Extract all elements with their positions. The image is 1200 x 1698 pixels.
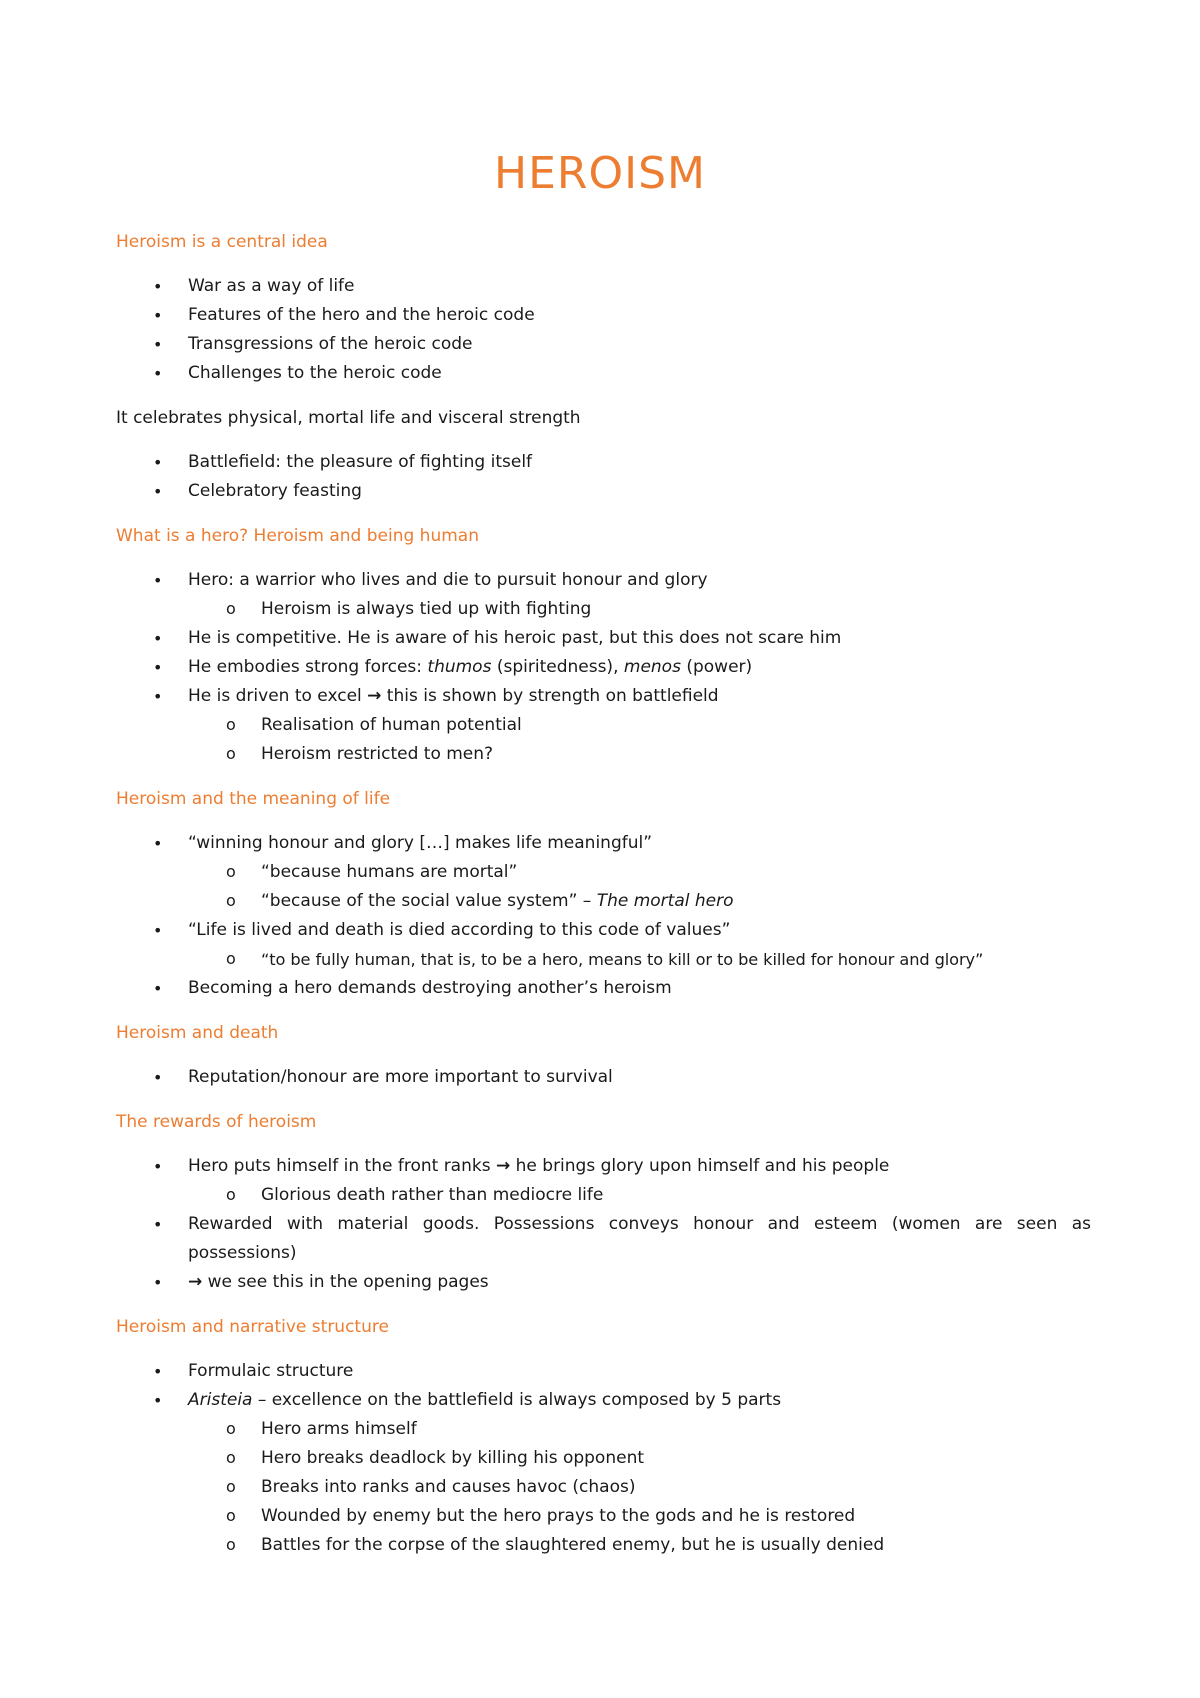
sub-list [188,1415,1091,1560]
section-heading-narrative-structure: Heroism and narrative structure [116,1317,389,1337]
sub-bullet-icon: o [226,1477,236,1496]
list-item: • “Life is lived and death is died according to this code of values” o “to be fully human, that is, to be a hero, means to kill or to be killed for honour and glory” [116,916,1091,974]
bullet-list [116,1152,1091,1297]
bullet-icon: • [153,571,163,590]
arrow-right-icon: → [188,1272,203,1292]
bullet-icon: • [153,1273,163,1292]
bullet-list [116,829,1091,1003]
bullet-icon: • [153,1068,163,1087]
bullet-icon: • [153,921,163,940]
document-title: HEROISM [494,148,706,199]
list-item: • He is driven to excel → this is shown by strength on battlefield o Realisation of human potential o Heroism restricted to men? [116,682,1091,769]
section-heading-rewards: The rewards of heroism [116,1112,317,1132]
bullet-icon: • [153,629,163,648]
sub-bullet-icon: o [226,1448,236,1467]
sub-bullet-icon: o [226,1506,236,1525]
sub-bullet-icon: o [226,862,236,881]
sub-bullet-icon: o [226,1419,236,1438]
list-item: • War as a way of life [116,272,1091,301]
sub-list [188,711,1091,769]
list-item: • Battlefield: the pleasure of fighting itself [116,448,1091,477]
list-item: • Celebratory feasting [116,477,1091,506]
sub-bullet-icon: o [226,949,236,968]
bullet-icon: • [153,1362,163,1381]
bullet-icon: • [153,277,163,296]
sub-list-item: o Wounded by enemy but the hero prays to the gods and he is restored [116,1502,1091,1531]
bullet-icon: • [153,834,163,853]
bullet-list [116,272,1091,388]
sub-list-item: o Realisation of human potential [116,711,1091,740]
sub-bullet-icon: o [226,1535,236,1554]
bullet-icon: • [153,306,163,325]
bullet-icon: • [153,687,163,706]
arrow-right-icon: → [495,1156,511,1176]
list-item: • Transgressions of the heroic code [116,330,1091,359]
list-item: • Rewarded with material goods. Possessions conveys honour and esteem (women are seen as possessions) [116,1210,1091,1268]
bullet-list [116,1357,1091,1560]
bullet-icon: • [153,658,163,677]
list-item: • He is competitive. He is aware of his heroic past, but this does not scare him [116,624,1091,653]
list-item: • Features of the hero and the heroic code [116,301,1091,330]
bullet-list [116,566,1091,769]
sub-bullet-icon: o [226,891,236,910]
sub-list-item: o “because of the social value system” – The mortal hero [116,887,1091,916]
sub-list [188,595,1091,624]
sub-list-item: o Hero arms himself [116,1415,1091,1444]
sub-list-item: o Heroism restricted to men? [116,740,1091,769]
list-item: • Challenges to the heroic code [116,359,1091,388]
section-heading-death: Heroism and death [116,1023,279,1043]
bullet-icon: • [153,1391,163,1410]
bullet-icon: • [153,482,163,501]
bullet-icon: • [153,1157,163,1176]
list-item: • Hero: a warrior who lives and die to pursuit honour and glory o Heroism is always tied up with fighting [116,566,1091,624]
arrow-right-icon: → [367,686,382,706]
sub-bullet-icon: o [226,599,236,618]
sub-list-item: o “to be fully human, that is, to be a hero, means to kill or to be killed for honour and glory” [116,945,1091,974]
bullet-list [116,448,1091,506]
section-heading-meaning-of-life: Heroism and the meaning of life [116,789,391,809]
sub-list-item: o Heroism is always tied up with fighting [116,595,1091,624]
sub-bullet-icon: o [226,1185,236,1204]
section-heading-central-idea: Heroism is a central idea [116,232,328,252]
sub-bullet-icon: o [226,744,236,763]
bullet-icon: • [153,335,163,354]
document-body [116,228,1091,1560]
list-item: • Hero puts himself in the front ranks → he brings glory upon himself and his people o Glorious death rather than mediocre life [116,1152,1091,1210]
list-item: • Becoming a hero demands destroying another’s heroism [116,974,1091,1003]
sub-bullet-icon: o [226,715,236,734]
sub-list-item: o “because humans are mortal” [116,858,1091,887]
bullet-icon: • [153,364,163,383]
list-item: • Aristeia – excellence on the battlefield is always composed by 5 parts o Hero arms himself o Hero breaks deadlock by killing his opponent o Breaks into ranks and causes havoc (chaos) o Wounded by enemy but the hero prays to the gods and he is restored o Battles for the corpse of the slaughtered enemy, but he is usually denied [116,1386,1091,1560]
bullet-icon: • [153,453,163,472]
list-item: • “winning honour and glory […] makes life meaningful” o “because humans are mortal” o “because of the social value system” – The mortal hero [116,829,1091,916]
sub-list-item: o Glorious death rather than mediocre life [116,1181,1091,1210]
sub-list-item: o Breaks into ranks and causes havoc (chaos) [116,1473,1091,1502]
sub-list [188,945,1091,974]
paragraph: It celebrates physical, mortal life and visceral strength [116,408,581,428]
list-item: • Reputation/honour are more important to survival [116,1063,1091,1092]
list-item: • He embodies strong forces: thumos (spiritedness), menos (power) [116,653,1091,682]
sub-list [188,858,1091,916]
bullet-list [116,1063,1091,1092]
bullet-icon: • [153,1215,163,1234]
bullet-icon: • [153,979,163,998]
sub-list-item: o Battles for the corpse of the slaughtered enemy, but he is usually denied [116,1531,1091,1560]
sub-list [188,1181,1091,1210]
section-heading-what-is-hero: What is a hero? Heroism and being human [116,526,479,546]
list-item: • → we see this in the opening pages [116,1268,1091,1297]
sub-list-item: o Hero breaks deadlock by killing his opponent [116,1444,1091,1473]
list-item: • Formulaic structure [116,1357,1091,1386]
